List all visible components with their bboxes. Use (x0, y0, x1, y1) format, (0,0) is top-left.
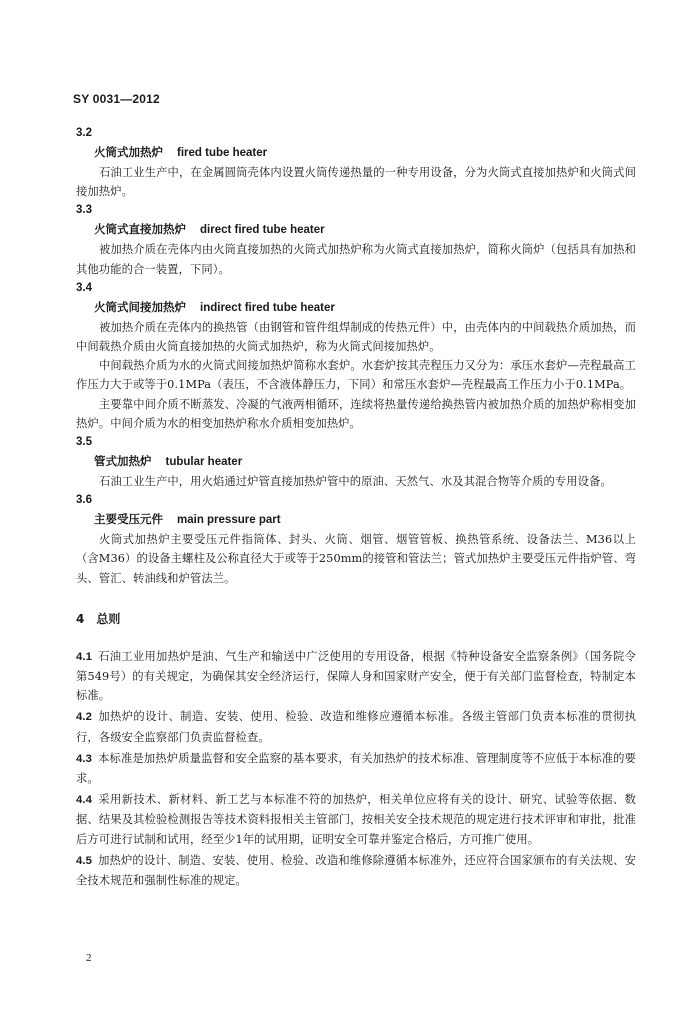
definition-paragraph: 火筒式加热炉主要受压元件指筒体、封头、火筒、烟管、烟管管板、换热管系统、设备法兰、M36以上（含M36）的设备主螺柱及公称直径大于或等于250mm的接管和管法兰；管式加热炉主要受压元件指炉管、弯头、管汇、转油线和炉管法兰。 (76, 533, 636, 585)
clause-number: 4.3 (76, 752, 93, 765)
term-chinese: 火筒式加热炉 (94, 145, 163, 159)
section-number: 3.6 (76, 494, 92, 507)
standard-code: SY 0031—2012 (73, 92, 160, 106)
page-number: 2 (86, 952, 92, 964)
definition-paragraph: 被加热介质在壳体内由火筒直接加热的火筒式加热炉称为火筒式直接加热炉，简称火筒炉（包括具有加热和其他功能的合一装置，下同）。 (76, 243, 636, 276)
clause (76, 707, 636, 746)
section-number: 3.4 (76, 281, 92, 294)
clause-text: 加热炉的设计、制造、安装、使用、检验、改造和维修除遵循本标准外，还应符合国家颁布的有关法规、安全技术规范和强制性标准的规定。 (76, 853, 636, 888)
term-heading (76, 220, 636, 240)
term-english: indirect fired tube heater (200, 301, 335, 314)
chapter-title: 4 总则 (76, 611, 121, 626)
clause-text: 采用新技术、新材料、新工艺与本标准不符的加热炉，相关单位应将有关的设计、研究、试验等依据、数据、结果及其检验检测报告等技术资料报相关主管部门，按相关安全技术规范的规定进行技术评审和审批，批准后方可进行试制和试用，经至少1年的试用期，证明安全可靠并鉴定合格后，方可推广使用。 (76, 793, 636, 846)
clause-list (76, 647, 636, 890)
clause-number: 4.4 (76, 794, 93, 807)
clause-text: 本标准是加热炉质量监督和安全监察的基本要求，有关加热炉的技术标准、管理制度等不应低于本标准的要求。 (76, 751, 636, 786)
clause (76, 851, 636, 890)
terms-list (76, 124, 636, 588)
definition-paragraph: 中间载热介质为水的火筒式间接加热炉简称水套炉。水套炉按其壳程压力又分为：承压水套炉—壳程最高工作压力大于或等于0.1MPa（表压，不含液体静压力，下同）和常压水套炉—壳程最高工作压力小于0.1MPa。 (76, 359, 636, 392)
clause (76, 790, 636, 849)
term-english: fired tube heater (177, 147, 268, 159)
clause-number: 4.2 (76, 711, 93, 724)
clause-number: 4.1 (76, 650, 93, 663)
term-heading (76, 510, 636, 530)
term-english: main pressure part (177, 514, 281, 527)
term-section (76, 433, 636, 491)
definition-paragraph: 被加热介质在壳体内的换热管（由钢管和管件组焊制成的传热元件）中，由壳体内的中间载热介质加热，而中间载热介质由火筒直接加热的火筒式加热炉，称为火筒式间接加热炉。 (76, 320, 636, 354)
clause (76, 749, 636, 788)
section-number: 3.5 (76, 436, 92, 449)
term-section (76, 124, 636, 201)
term-chinese: 火筒式直接加热炉 (94, 222, 186, 237)
term-heading (76, 452, 636, 472)
section-number: 3.3 (76, 204, 92, 217)
clause-number: 4.5 (76, 854, 93, 867)
term-section (76, 491, 636, 588)
definition-paragraph: 主要靠中间介质不断蒸发、冷凝的气液两相循环，连续将热量传递给换热管内被加热介质的加热炉称相变加热炉。中间介质为水的相变加热炉称水介质相变加热炉。 (76, 397, 636, 430)
term-english: tubular heater (165, 456, 243, 469)
page-content (76, 124, 636, 890)
term-section (76, 279, 636, 433)
clause (76, 647, 636, 706)
section-number: 3.2 (76, 127, 92, 139)
clause-text: 石油工业用加热炉是油、气生产和输送中广泛使用的专用设备，根据《特种设备安全监察条例》（国务院令第549号）的有关规定，为确保其安全经济运行，保障人身和国家财产安全，便于有关部门监督检查，特制定本标准。 (76, 649, 636, 703)
term-chinese: 主要受压元件 (94, 512, 163, 527)
clause-text: 加热炉的设计、制造、安装、使用、检验、改造和维修应遵循本标准。各级主管部门负责本标准的贯彻执行，各级安全监察部门负责监督检查。 (76, 710, 636, 744)
term-heading (76, 298, 636, 318)
term-chinese: 管式加热炉 (94, 454, 152, 469)
term-english: direct fired tube heater (200, 224, 325, 237)
term-section (76, 201, 636, 278)
definition-paragraph: 石油工业生产中，用火焰通过炉管直接加热炉管中的原油、天然气、水及其混合物等介质的专用设备。 (99, 475, 612, 489)
term-chinese: 火筒式间接加热炉 (94, 299, 186, 314)
term-heading (76, 143, 636, 163)
definition-paragraph: 石油工业生产中，在金属圆筒壳体内设置火筒传递热量的一种专用设备，分为火筒式直接加热炉和火筒式间接加热炉。 (76, 166, 636, 199)
